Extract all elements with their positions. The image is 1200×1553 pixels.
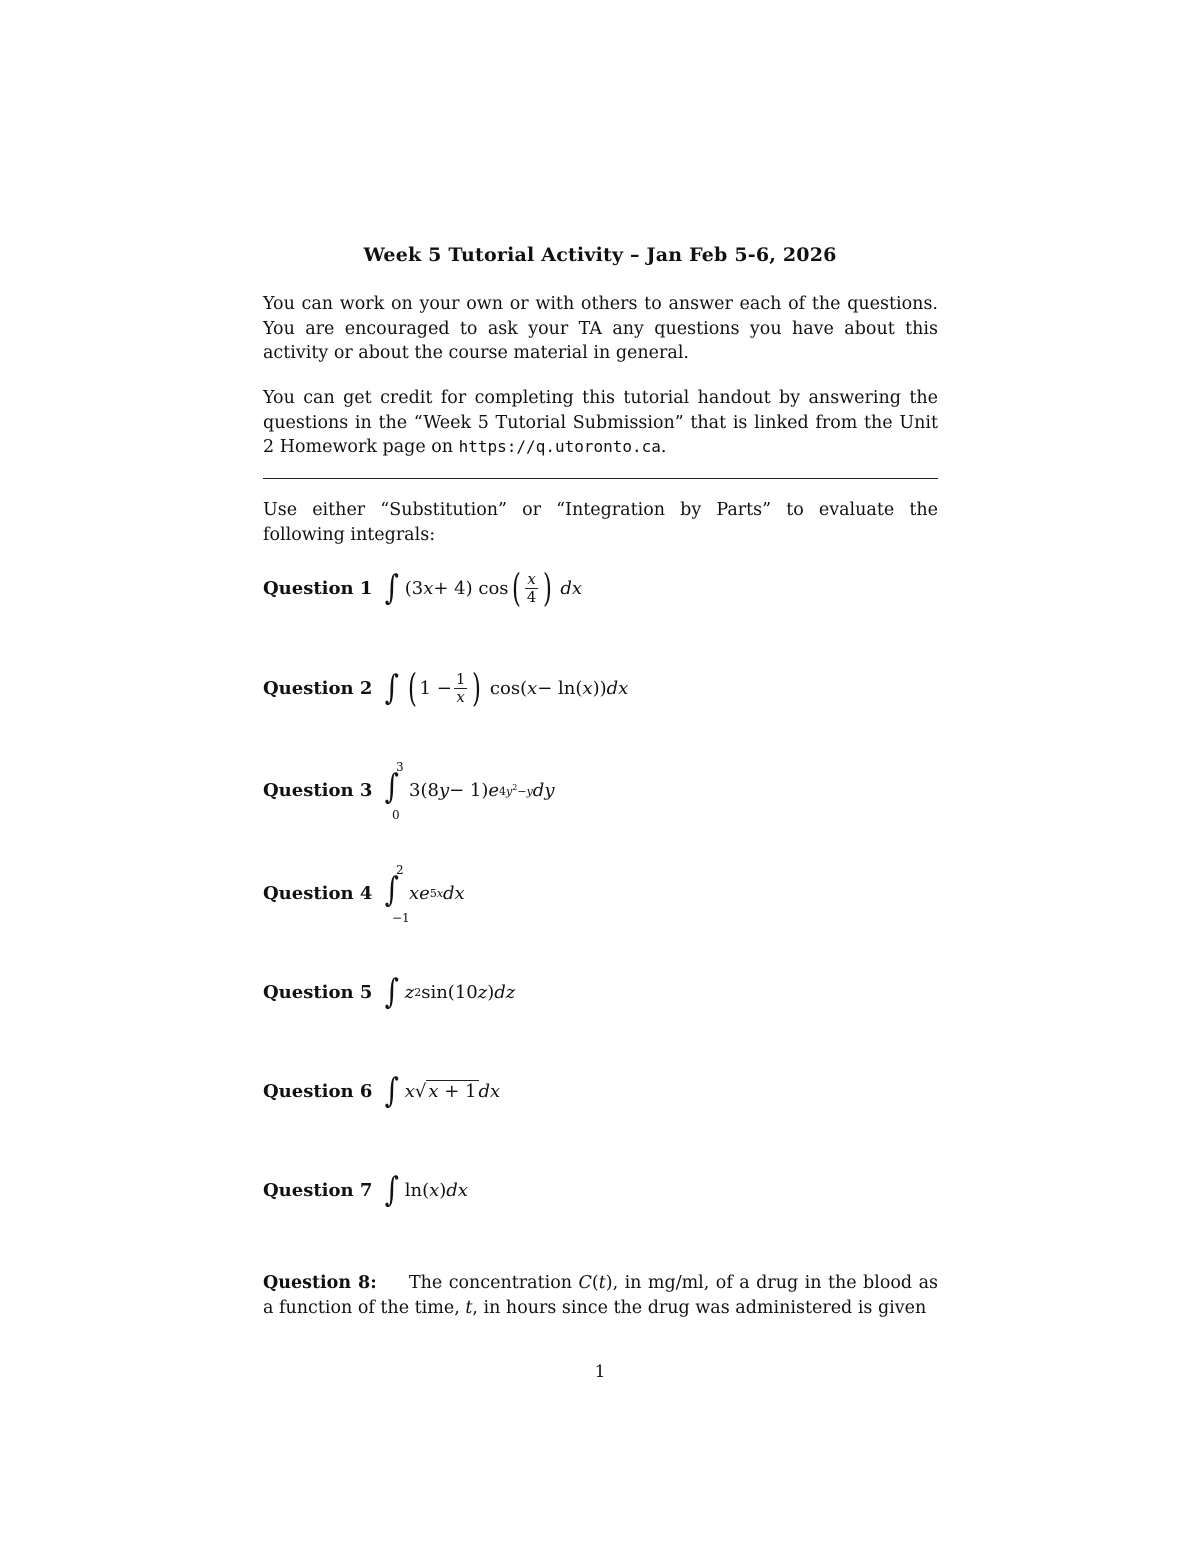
question-3-label: Question 3 [263,779,373,801]
question-8-label: Question 8: [263,1273,377,1293]
question-2-label: Question 2 [263,677,373,699]
question-3 [263,760,555,820]
question-7-label: Question 7 [263,1179,373,1201]
page-title: Week 5 Tutorial Activity – Jan Feb 5-6, 2026 [363,244,837,266]
question-4-expression: ∫ 2 −1 xe 5x dx [384,863,465,925]
question-7-expression: ∫ ln( x ) dx [384,1170,468,1210]
question-5 [263,962,515,1022]
question-1 [263,558,582,618]
course-link[interactable]: https://q.utoronto.ca [458,437,661,456]
question-6 [263,1061,500,1121]
question-4-upper-limit: 2 [396,863,404,877]
question-6-label: Question 6 [263,1080,373,1102]
instructions-text: Use either “Substitution” or “Integration by Parts” to evaluate the following integrals: [263,500,938,545]
intro-paragraph-2-text: You can get credit for completing this tutorial handout by answering the questions in the “Week 5 Tutorial Submission” that is linked from the Unit 2 Homework page on [263,388,938,457]
question-4 [263,863,465,923]
question-5-expression: ∫ z 2 sin(10 z ) dz [384,972,516,1012]
question-2-expression: ∫ ( 1 − $\frac{1}{x}$ ) cos( x − ln( x )) dx [384,666,629,710]
question-6-expression: ∫ x √ x + 1 dx [384,1071,501,1111]
question-8-text-c: , in hours since the drug was administered is given [472,1297,927,1318]
intro-paragraph-2 [263,386,938,460]
question-8: Question 8: The concentration C(t), in mg/ml, of a drug in the blood as a function of the time, t, in hours since the drug was administered is given [263,1273,938,1318]
page-number: 1 [594,1362,606,1382]
question-3-lower-limit: 0 [392,808,400,822]
question-8-text-b: , in mg/ml, of a drug in the blood as a function of the time, [263,1273,938,1318]
question-2 [263,658,628,718]
question-4-lower-limit: −1 [392,911,410,925]
intro-paragraph-1: You can work on your own or with others to answer each of the questions. You are encouraged to ask your TA any questions you have about this activity or about the course material in general. [263,294,938,363]
section-divider [263,478,938,479]
question-1-expression: ∫ (3 x + 4) cos ( $\frac{x}{4}$ ) dx [384,566,583,610]
question-3-expression: ∫ 3 0 3(8 y − 1) e $4y^2-y$ dy [384,760,555,822]
question-4-label: Question 4 [263,882,373,904]
question-3-upper-limit: 3 [396,760,404,774]
question-7 [263,1160,468,1220]
question-5-label: Question 5 [263,981,373,1003]
question-1-label: Question 1 [263,577,373,599]
intro-paragraph-2-end: . [660,437,667,457]
question-8-text-a: The concentration [408,1273,579,1293]
